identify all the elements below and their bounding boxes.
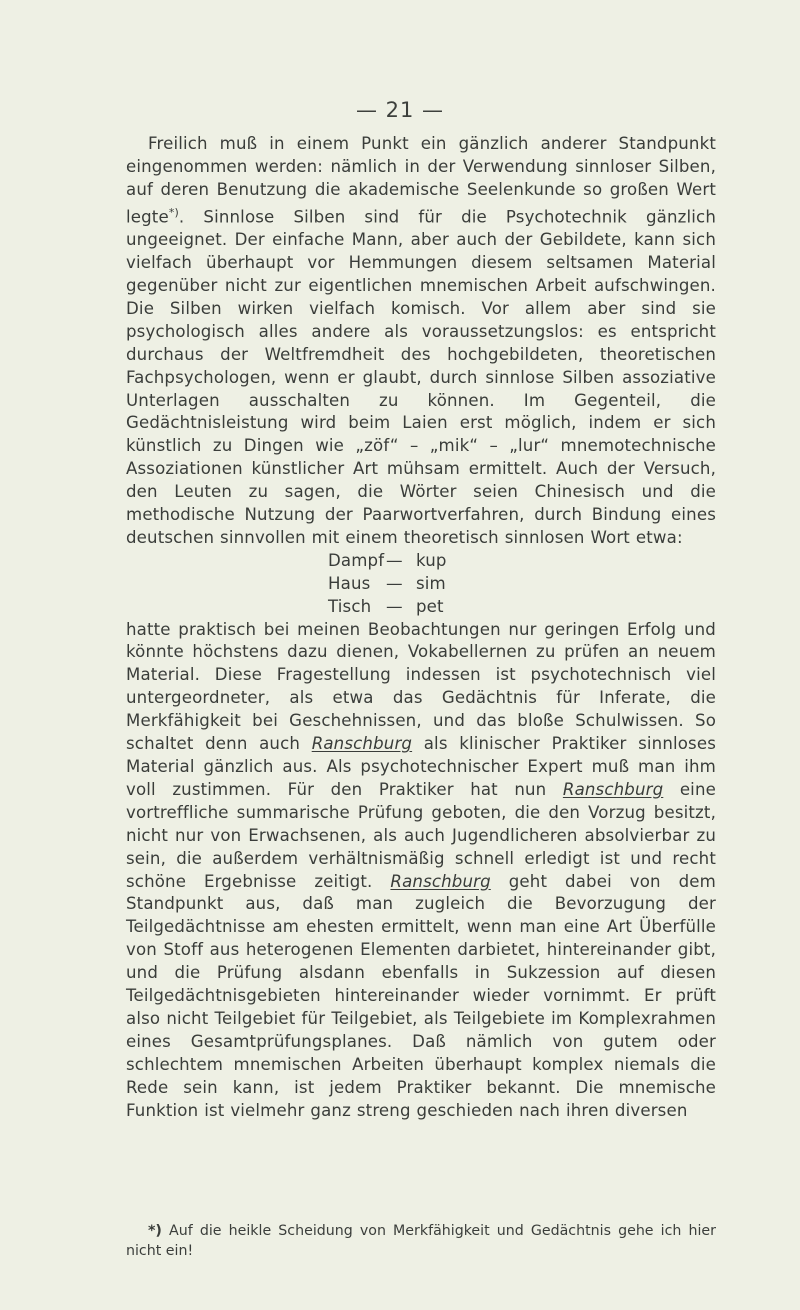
footnote-text: Auf die heikle Scheidung von Merkfähigkeit und Gedächtnis gehe ich hier nicht ein! [126,1223,716,1259]
pair-dash: — [386,550,403,570]
pair-dash: — [386,573,403,593]
word-pair [328,596,716,619]
nonsense-syllable: kup [416,550,447,570]
pair-dash: — [386,596,403,616]
german-word: Haus [328,573,371,593]
german-word: Dampf [328,550,385,570]
author-name-ranschburg: Ranschburg [562,779,664,799]
page-number: — 21 — [355,98,445,122]
paragraph-1-text-b: . Sinnlose Silben sind für die Psychotechnik gänzlich ungeeignet. Der einfache Mann, aber auch der Gebildete, kann sich vielfach überhaupt vor Hemmungen diesem seltsamen Material gegenüber nicht zur eigentlichen mnemischen Arbeit aufschwingen. Die Silben wirken vielfach komisch. Vor allem aber sind sie psychologisch alles andere als voraussetzungslos: es entspricht durchaus der Weltfremdheit des hochgebildeten, theoretischen Fachpsychologen, wenn er glaubt, durch sinnlose Silben assoziative Unterlagen ausschalten zu können. Im Gegenteil, die Gedächtnisleistung wird beim Laien erst möglich, indem er sich künstlich zu Dingen wie „zöf“ – „mik“ – „lur“ mnemotechnische Assoziationen künstlicher Art mühsam ermittelt. Auch der Versuch, den Leuten zu sagen, die Wörter seien Chinesisch und die methodische Nutzung der Paarwortverfahren, durch Bindung eines deutschen sinnvollen mit einem theoretisch sinnlosen Wort etwa: [126,207,716,547]
paragraph-2-text-c: eine vortreffliche summarische Prüfung geboten, die den Vorzug besitzt, nicht nur von Erwachsenen, als auch Jugendlicheren absolvierbar zu sein, die außerdem verhältnismäßig schnell erledigt ist und recht schöne Ergebnisse zeitigt. [126,779,716,891]
word-pair [328,550,716,573]
footnote [126,1221,716,1261]
nonsense-syllable: sim [416,573,446,593]
paragraph-1-text-a: Freilich muß in einem Punkt ein gänzlich anderer Standpunkt eingenommen werden: nämlich in der Verwendung sinnloser Silben, auf deren Benutzung die akademische Seelenkunde so großen Wert legte [126,134,716,227]
author-name-ranschburg: Ranschburg [390,871,491,891]
german-word: Tisch [328,596,372,616]
nonsense-syllable: pet [416,596,444,616]
paragraph-2 [126,619,716,1123]
footnote-reference: *) [168,205,179,219]
word-pair [328,573,716,596]
word-pair-list [328,550,716,619]
body-text [126,133,716,1123]
author-name-ranschburg: Ranschburg [311,734,413,754]
paragraph-1 [126,133,716,550]
footnote-marker: *) [148,1223,162,1239]
paragraph-2-text-b: als klinischer Praktiker sinnloses Material gänzlich aus. Als psychotechnischer Expert muß man ihm voll zustimmen. Für den Praktiker hat nun [126,734,716,799]
paragraph-2-text-a: hatte praktisch bei meinen Beobachtungen nur geringen Erfolg und könnte höchstens dazu dienen, Vokabellernen zu prüfen an neuem Material. Diese Fragestellung indessen ist psychotechnisch viel untergeordneter, als etwa das Gedächtnis für Inferate, die Merkfähigkeit bei Geschehnissen, und das bloße Schulwissen. So schaltet denn auch [126,619,716,754]
paragraph-2-text-d: geht dabei von dem Standpunkt aus, daß man zugleich die Bevorzugung der Teilgedächtnisse am ehesten ermittelt, wenn man eine Art Überfülle von Stoff aus heterogenen Elementen darbietet, hintereinander gibt, und die Prüfung alsdann ebenfalls in Sukzession auf diesen Teilgedächtnisgebieten hintereinander wieder vornimmt. Er prüft also nicht Teilgebiet für Teilgebiet, als Teilgebiete im Komplexrahmen eines Gesamtprüfungsplanes. Daß nämlich von gutem oder schlechtem mnemischen Arbeiten überhaupt komplex niemals die Rede sein kann, ist jedem Praktiker bekannt. Die mnemische Funktion ist vielmehr ganz streng geschieden nach ihren diversen [126,871,716,1120]
